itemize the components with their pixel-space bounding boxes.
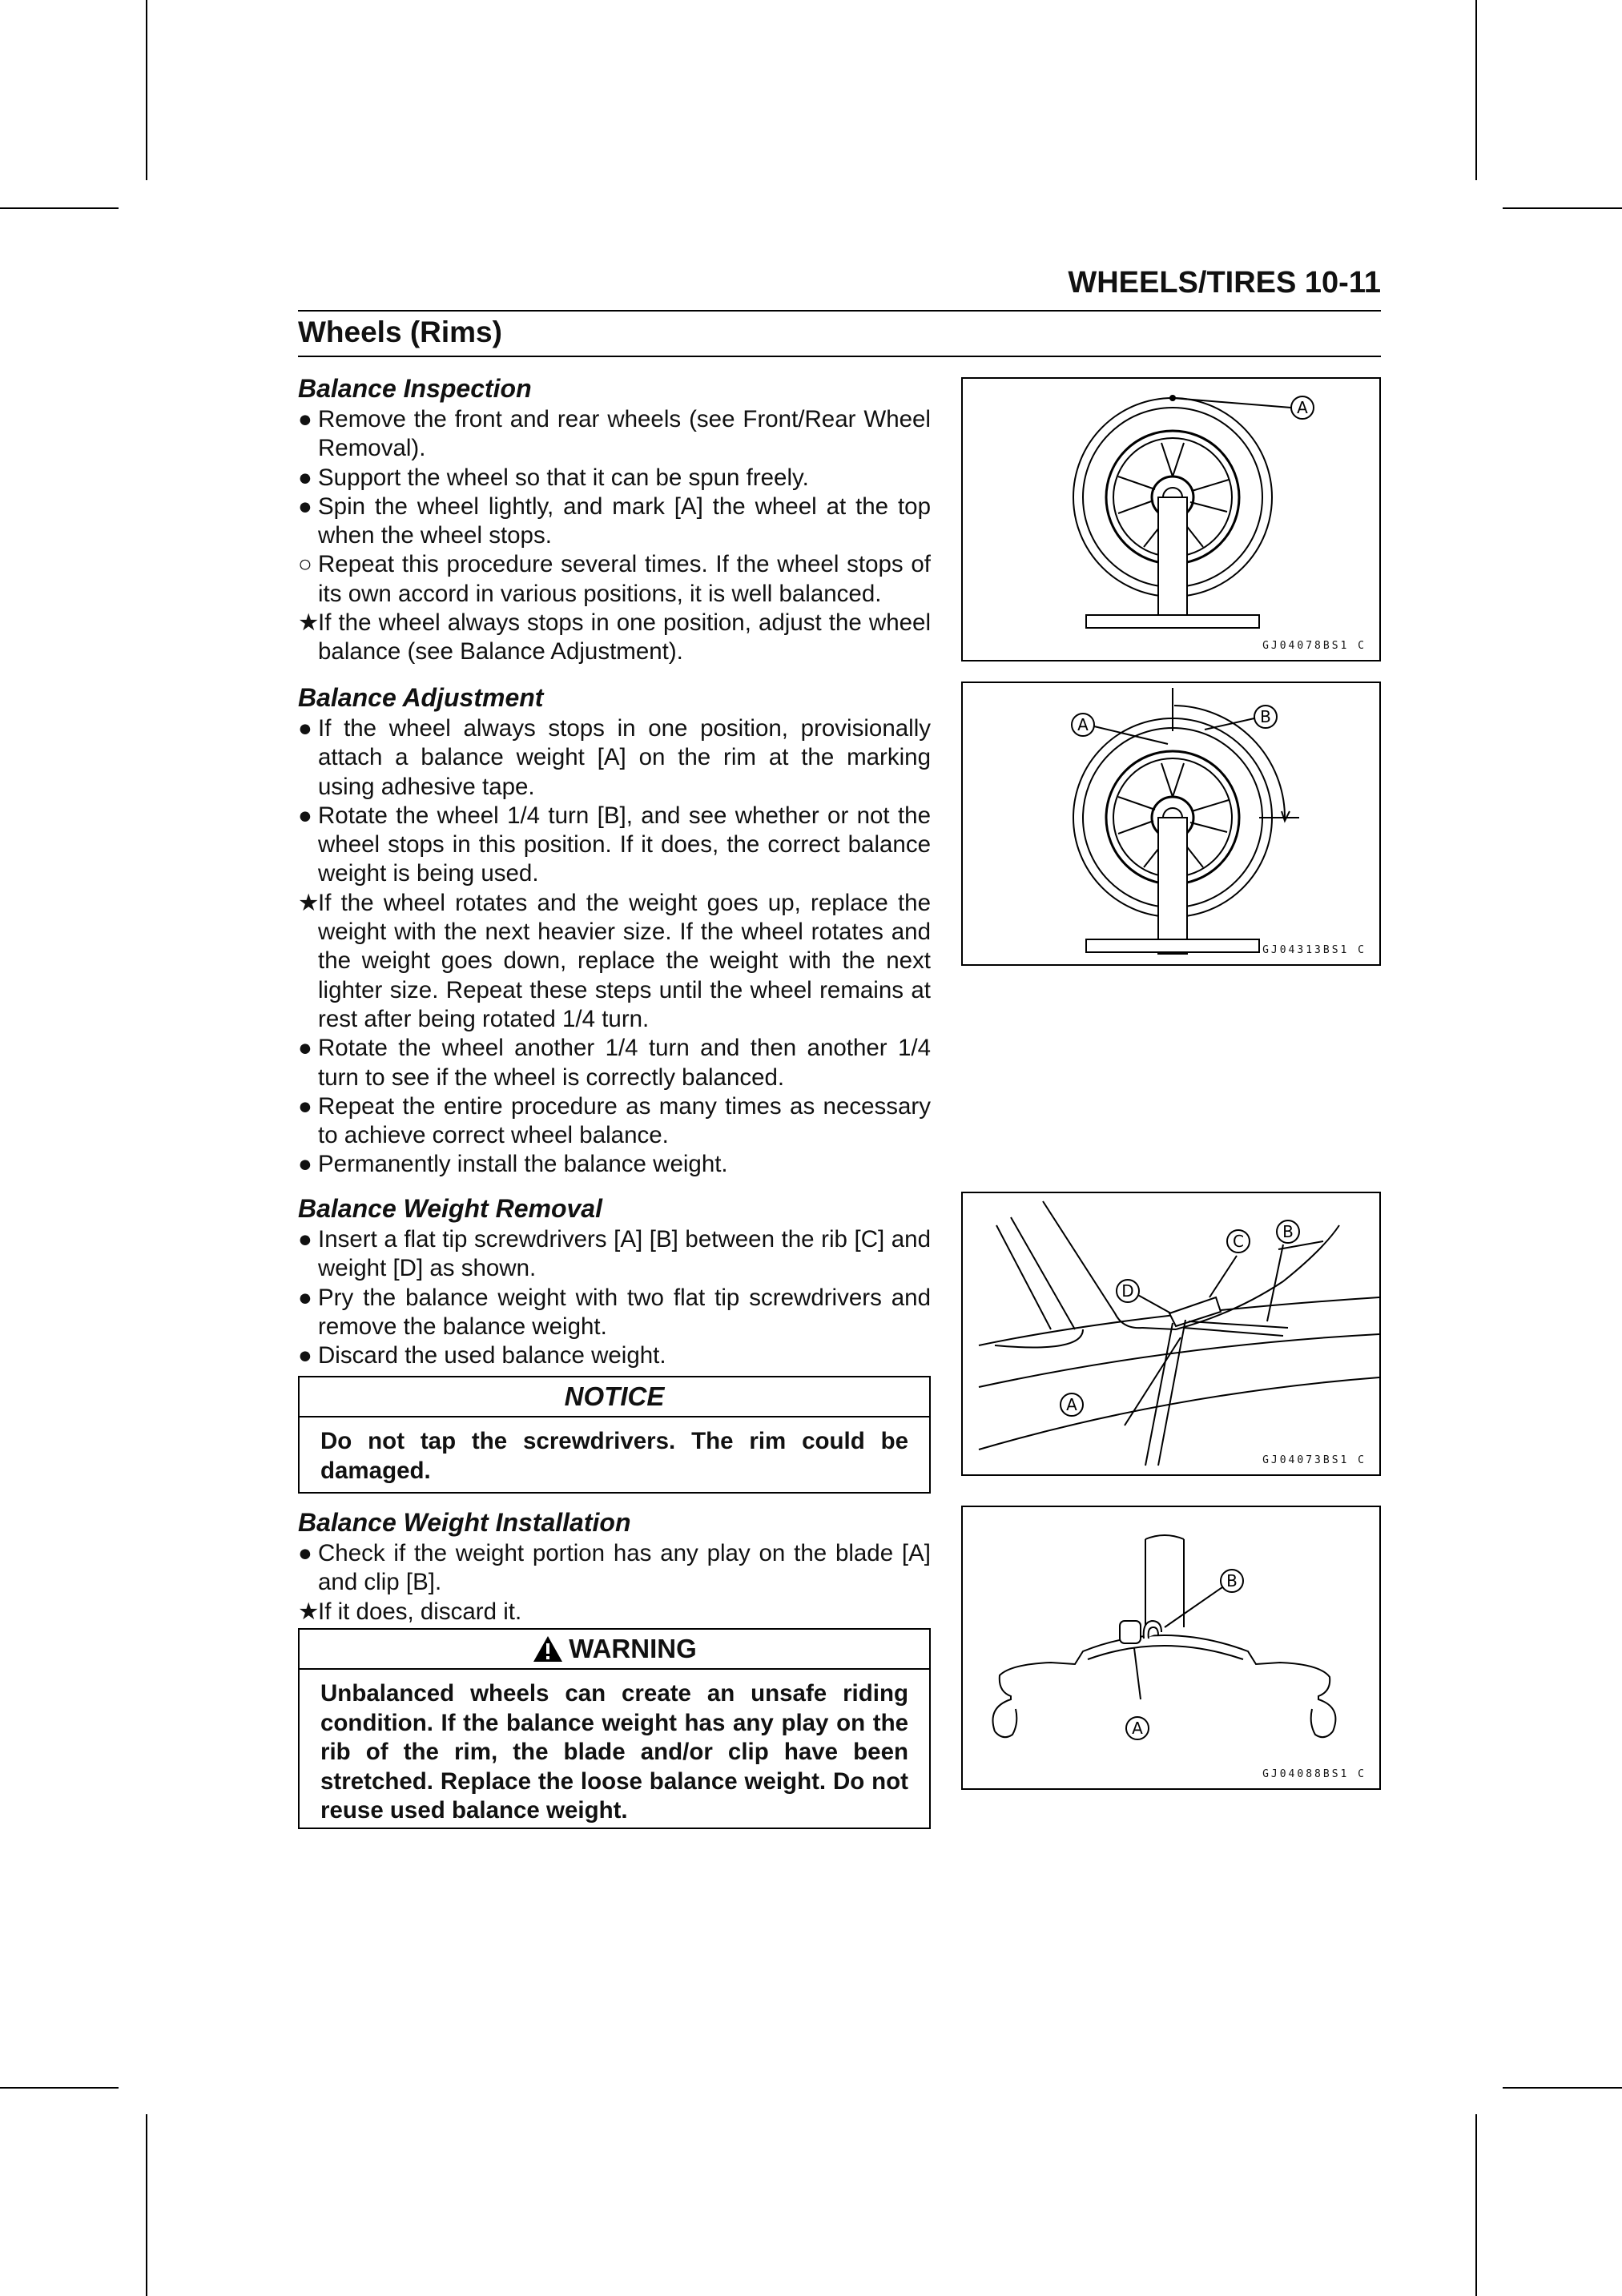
warning-box bbox=[298, 1628, 931, 1829]
svg-text:A: A bbox=[1066, 1395, 1077, 1414]
svg-text:A: A bbox=[1132, 1719, 1143, 1738]
list-item: ● Support the wheel so that it can be spun freely. bbox=[298, 464, 809, 491]
svg-text:B: B bbox=[1282, 1222, 1294, 1241]
page-header bbox=[298, 266, 1381, 306]
balance-weight-removal-section bbox=[298, 1193, 931, 1370]
list-item: ● Check if the weight portion has any play on the blade [A] and clip [B]. bbox=[298, 1540, 931, 1596]
weight-installation-diagram bbox=[963, 1507, 1379, 1788]
crop-mark bbox=[1503, 2087, 1622, 2089]
page-header-title: WHEELS/TIRES 10-11 bbox=[1068, 266, 1381, 300]
balance-adjustment-section bbox=[298, 682, 931, 1180]
weight-removal-diagram bbox=[963, 1193, 1379, 1474]
svg-text:A: A bbox=[1297, 398, 1308, 417]
figure-code: GJ04073BS1 C bbox=[1262, 1454, 1366, 1466]
warning-title-row bbox=[300, 1630, 929, 1670]
svg-text:B: B bbox=[1226, 1571, 1238, 1590]
list-item: ● Spin the wheel lightly, and mark [A] the wheel at the top when the wheel stops. bbox=[298, 493, 931, 549]
svg-text:A: A bbox=[1077, 715, 1089, 734]
warning-text: Unbalanced wheels can create an unsafe riding condition. If the balance weight has any play on the rib of the rim, the blade and/or clip have been stretched. Replace the loose balance weight. Do not reuse used balance weight. bbox=[320, 1680, 908, 1824]
figure-weight-removal bbox=[961, 1192, 1381, 1476]
figure-weight-installation bbox=[961, 1506, 1381, 1790]
figure-code: GJ04313BS1 C bbox=[1262, 944, 1366, 956]
figure-code: GJ04088BS1 C bbox=[1262, 1768, 1366, 1780]
list-item: ● Insert a flat tip screwdrivers [A] [B] between the rib [C] and weight [D] as shown. bbox=[298, 1226, 931, 1282]
svg-text:C: C bbox=[1233, 1232, 1244, 1251]
callout-b bbox=[1221, 1570, 1243, 1592]
list-item: ★ If the wheel rotates and the weight goes up, replace the weight with the next heavier size. If the wheel rotates and the weight goes down, replace the weight with the next lighter size. Repeat these steps until the wheel remains at rest after being rotated 1/4 turn. bbox=[298, 889, 931, 1032]
balance-weight-installation-section bbox=[298, 1507, 931, 1627]
list-item: ● Discard the used balance weight. bbox=[298, 1342, 666, 1369]
list-item: ○ Repeat this procedure several times. If the wheel stops of its own accord in various positions, it is well balanced. bbox=[298, 551, 931, 607]
list-item: ● Rotate the wheel another 1/4 turn and then another 1/4 turn to see if the wheel is correctly balanced. bbox=[298, 1035, 931, 1091]
callout-a bbox=[1072, 714, 1094, 736]
figure-balance-inspection bbox=[961, 377, 1381, 661]
crop-mark bbox=[146, 0, 147, 180]
crop-mark bbox=[1475, 0, 1477, 180]
crop-mark bbox=[1475, 2114, 1477, 2296]
crop-mark bbox=[146, 2114, 147, 2296]
crop-mark bbox=[0, 207, 119, 209]
header-rule bbox=[298, 310, 1381, 312]
callout-a bbox=[1291, 396, 1314, 419]
callout-d bbox=[1117, 1280, 1139, 1302]
callout-b bbox=[1254, 706, 1277, 728]
balance-weight-removal-heading: Balance Weight Removal bbox=[298, 1194, 602, 1223]
figure-balance-adjustment bbox=[961, 682, 1381, 966]
figure-code: GJ04078BS1 C bbox=[1262, 640, 1366, 652]
warning-triangle-icon bbox=[532, 1635, 564, 1663]
balance-inspection-heading: Balance Inspection bbox=[298, 374, 532, 403]
balance-adjustment-heading: Balance Adjustment bbox=[298, 683, 544, 712]
crop-mark bbox=[1503, 207, 1622, 209]
list-item: ● Rotate the wheel 1/4 turn [B], and see whether or not the wheel stops in this position. If it does, the correct balance weight is being used. bbox=[298, 802, 931, 887]
notice-title: NOTICE bbox=[300, 1377, 929, 1417]
svg-text:B: B bbox=[1260, 707, 1271, 726]
list-item: ★ If the wheel always stops in one position, adjust the wheel balance (see Balance Adjustment). bbox=[298, 609, 931, 665]
list-item: ● Remove the front and rear wheels (see Front/Rear Wheel Removal). bbox=[298, 406, 931, 462]
balance-weight-installation-heading: Balance Weight Installation bbox=[298, 1508, 631, 1537]
notice-text: Do not tap the screwdrivers. The rim could be damaged. bbox=[320, 1428, 908, 1484]
balance-inspection-section bbox=[298, 373, 931, 667]
list-item: ★ If it does, discard it. bbox=[298, 1598, 522, 1625]
wheel-mark-diagram bbox=[963, 379, 1379, 660]
wheel-rotate-diagram bbox=[963, 683, 1379, 964]
crop-mark bbox=[0, 2087, 119, 2089]
svg-text:D: D bbox=[1121, 1281, 1134, 1301]
section-title: Wheels (Rims) bbox=[298, 316, 502, 348]
callout-b bbox=[1277, 1220, 1299, 1243]
list-item: ● Permanently install the balance weight. bbox=[298, 1151, 728, 1178]
list-item: ● Pry the balance weight with two flat tip screwdrivers and remove the balance weight. bbox=[298, 1284, 931, 1340]
list-item: ● Repeat the entire procedure as many times as necessary to achieve correct wheel balance. bbox=[298, 1092, 931, 1149]
callout-a bbox=[1061, 1393, 1083, 1416]
callout-a bbox=[1126, 1717, 1149, 1739]
notice-box bbox=[298, 1376, 931, 1494]
callout-c bbox=[1227, 1230, 1250, 1253]
section-rule bbox=[298, 356, 1381, 357]
warning-title: WARNING bbox=[569, 1634, 697, 1663]
list-item: ● If the wheel always stops in one position, provisionally attach a balance weight [A] on the rim at the marking using adhesive tape. bbox=[298, 715, 931, 800]
